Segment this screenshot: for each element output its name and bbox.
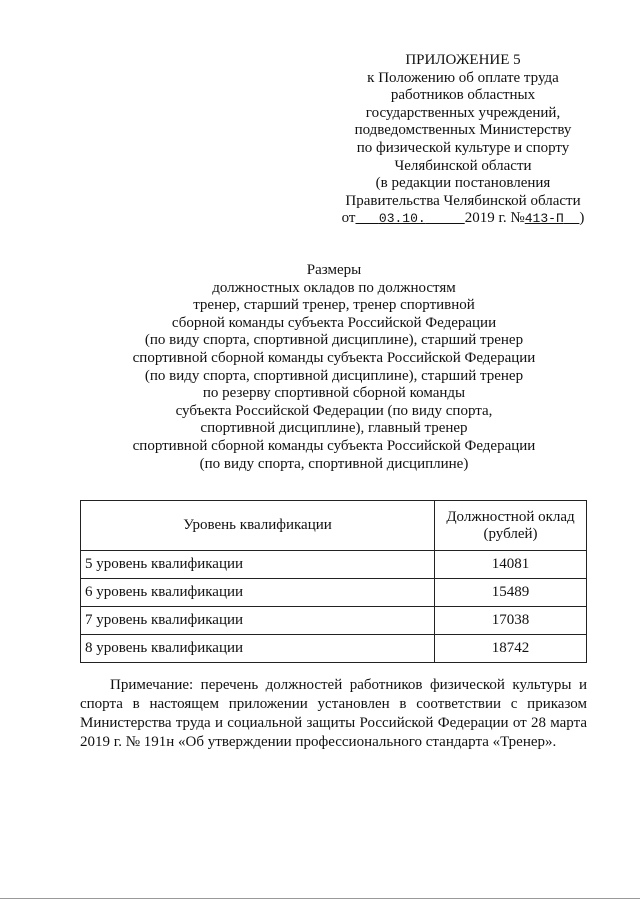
date-prefix: от bbox=[341, 210, 356, 227]
heading-word: Размеры bbox=[306, 262, 362, 278]
appendix-line: к Положению об оплате труда bbox=[367, 69, 559, 86]
salary-cell: 18742 bbox=[435, 635, 587, 663]
heading-line: спортивной сборной команды субъекта Российской Федерации bbox=[132, 349, 536, 366]
appendix-line: Правительства Челябинской области bbox=[345, 192, 581, 209]
salary-cell: 14081 bbox=[435, 551, 587, 579]
page-edge-divider bbox=[0, 898, 640, 899]
heading-line: сборной команды субъекта Российской Федерации bbox=[171, 314, 497, 331]
heading-line: спортивной сборной команды субъекта Российской Федерации bbox=[132, 437, 536, 454]
level-cell: 5 уровень квалификации bbox=[81, 551, 435, 579]
appendix-line: (в редакции постановления bbox=[375, 175, 551, 192]
appendix-line: работников областных bbox=[390, 87, 536, 104]
level-cell: 7 уровень квалификации bbox=[81, 607, 435, 635]
table-row bbox=[81, 635, 587, 663]
appendix-line: Челябинской области bbox=[394, 157, 532, 174]
table-header-row bbox=[81, 501, 587, 551]
table-row bbox=[81, 607, 587, 635]
level-cell: 8 уровень квалификации bbox=[81, 635, 435, 663]
decree-number: 413-П bbox=[524, 211, 564, 227]
year-text: 2019 г. № bbox=[464, 210, 525, 227]
heading-line: (по виду спорта, спортивной дисциплине) bbox=[199, 455, 469, 472]
appendix-block bbox=[338, 52, 588, 228]
table-row bbox=[81, 551, 587, 579]
appendix-line: по физической культуре и спорту bbox=[356, 139, 570, 156]
heading-line: спортивной дисциплине), главный тренер bbox=[200, 420, 468, 437]
column-header-level: Уровень квалификации bbox=[81, 501, 435, 551]
close-paren: ) bbox=[579, 210, 585, 227]
heading-line: должностных окладов по должностям bbox=[212, 279, 456, 296]
table-row bbox=[81, 579, 587, 607]
salary-table bbox=[80, 500, 587, 663]
salary-cell: 15489 bbox=[435, 579, 587, 607]
salary-cell: 17038 bbox=[435, 607, 587, 635]
appendix-title: ПРИЛОЖЕНИЕ 5 bbox=[405, 52, 521, 68]
heading-line: (по виду спорта, спортивной дисциплине), старший тренер bbox=[144, 332, 524, 349]
appendix-line: государственных учреждений, bbox=[365, 104, 561, 121]
appendix-date-line bbox=[338, 210, 588, 228]
heading-line: тренер, старший тренер, тренер спортивной bbox=[193, 297, 475, 314]
level-cell: 6 уровень квалификации bbox=[81, 579, 435, 607]
heading-line: субъекта Российской Федерации (по виду спорта, bbox=[175, 402, 493, 419]
note-paragraph: Примечание: перечень должностей работников физической культуры и спорта в настоящем приложении установлен в соответствии с приказом Министерства труда и социальной защиты Российской Федерации от 28 марта 2019 г. № 191н «Об утверждении профессионального стандарта «Тренер». bbox=[80, 677, 587, 750]
appendix-line: подведомственных Министерству bbox=[354, 122, 572, 139]
column-header-salary: Должностной оклад (рублей) bbox=[435, 501, 587, 551]
heading-line: (по виду спорта, спортивной дисциплине), старший тренер bbox=[144, 367, 524, 384]
date-value: 03.10. bbox=[378, 211, 426, 227]
document-heading bbox=[80, 262, 588, 473]
heading-line: по резерву спортивной сборной команды bbox=[202, 385, 466, 402]
